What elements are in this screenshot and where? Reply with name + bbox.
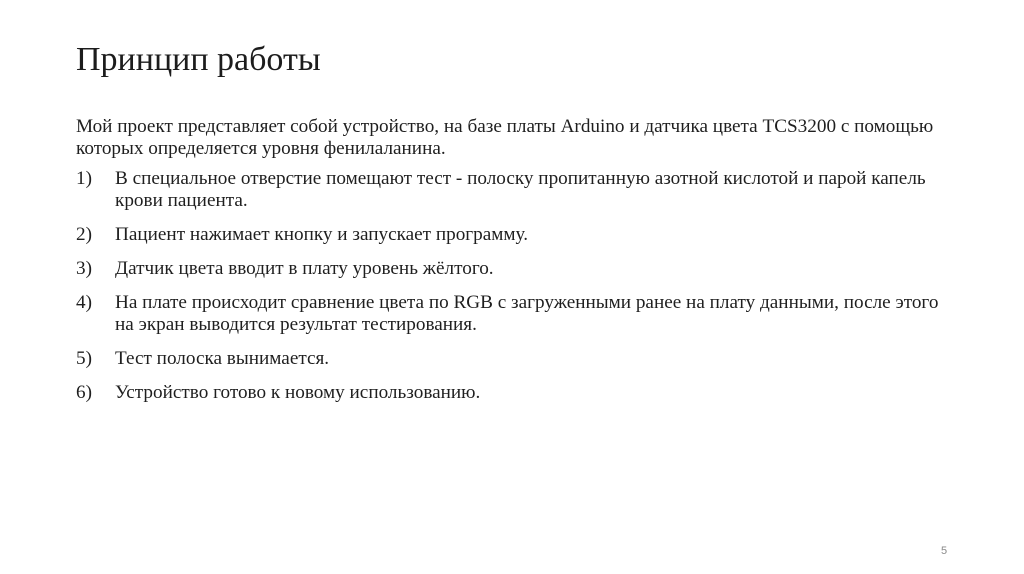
list-item: [76, 292, 956, 336]
list-item-text: Устройство готово к новому использованию.: [115, 382, 481, 403]
list-item-number: 4): [76, 292, 92, 313]
list-item: [76, 382, 956, 404]
list-item-number: 6): [76, 382, 92, 403]
list-item-text: Тест полоска вынимается.: [115, 348, 330, 369]
list-item-number: 1): [76, 168, 92, 189]
slide-title: Принцип работы: [76, 41, 321, 78]
list-item-number: 5): [76, 348, 92, 369]
list-item-number: 3): [76, 258, 92, 279]
intro-paragraph: Мой проект представляет собой устройство, на базе платы Arduino и датчика цвета TCS3200 с помощью которых определяется уровня фенилаланина.: [76, 116, 934, 159]
list-item-text: Датчик цвета вводит в плату уровень жёлтого.: [115, 258, 494, 279]
list-item-text: Пациент нажимает кнопку и запускает программу.: [115, 224, 529, 245]
list-item-text: В специальное отверстие помещают тест - полоску пропитанную азотной кислотой и парой капель крови пациента.: [115, 168, 926, 211]
list-item-text: На плате происходит сравнение цвета по RGB с загруженными ранее на плату данными, после этого на экран выводится результат тестирования.: [115, 292, 939, 335]
list-item: [76, 258, 956, 280]
list-item: [76, 168, 956, 212]
list-item: [76, 224, 956, 246]
steps-list: [76, 168, 956, 404]
list-item: [76, 348, 956, 370]
slide-body: [76, 116, 956, 416]
page-number: 5: [941, 545, 948, 557]
list-item-number: 2): [76, 224, 92, 245]
